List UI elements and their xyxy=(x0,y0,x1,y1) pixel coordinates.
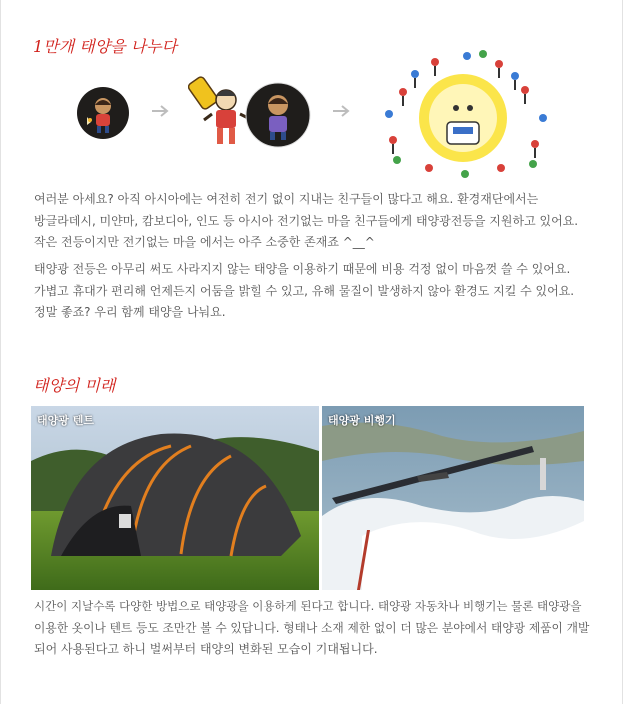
photo-label-plane: 태양광 비행기 xyxy=(328,414,396,427)
paragraph-line: 여러분 아세요? 아직 아시아에는 여전히 전기 없이 지내는 친구들이 많다고 해요. 환경재단에서는 xyxy=(34,192,539,206)
child-in-dark-icon xyxy=(76,86,130,140)
solar-tent-image xyxy=(31,406,319,590)
paragraph-line: 시간이 지날수록 다양한 방법으로 태양광을 이용하게 된다고 합니다. 태양광 자동차나 비행기는 물론 태양광을 xyxy=(34,599,582,613)
solar-lamp-paragraph xyxy=(34,259,592,324)
paragraph-line: 태양광 전등은 아무리 써도 사라지지 않는 태양을 이용하기 때문에 비용 걱정 없이 마음껏 쓸 수 있어요. xyxy=(34,262,571,276)
paragraph-line: 가볍고 휴대가 편리해 언제든지 어둠을 밝힐 수 있고, 유해 물질이 발생하지 않아 환경도 지킬 수 있어요. xyxy=(34,283,575,298)
illustration-strip xyxy=(0,70,625,180)
paragraph-line: 정말 좋죠? 우리 함께 태양을 나눠요. xyxy=(34,305,226,319)
future-paragraph xyxy=(34,596,592,661)
section-title-future-sun: 태양의 미래 xyxy=(33,376,116,395)
sun-with-children-icon xyxy=(375,48,555,180)
arrow-right-icon xyxy=(150,104,172,118)
solar-tent-photo xyxy=(31,406,319,590)
paragraph-line: 작은 전등이지만 전기없는 마을 에서는 아주 소중한 존재죠 ^__^ xyxy=(34,235,375,249)
solar-plane-image xyxy=(322,406,584,590)
paragraph-line: 방글라데시, 미얀마, 캄보디아, 인도 등 아시아 전기없는 마을 친구들에게 태양광전등을 지원하고 있어요. xyxy=(34,213,579,228)
paragraph-line: 이용한 옷이나 텐트 등도 조만간 볼 수 있답니다. 형태나 소재 제한 없이 더 많은 분야에서 태양광 제품이 개발 xyxy=(34,620,590,635)
section-title-share-sun: 1만개 태양을 나누다 xyxy=(33,37,177,56)
boy-with-flashlight-icon xyxy=(188,70,314,152)
arrow-right-icon xyxy=(331,104,353,118)
paragraph-line: 되어 사용된다고 하니 벌써부터 태양의 변화된 모습이 기대됩니다. xyxy=(34,642,378,656)
solar-plane-photo xyxy=(322,406,584,590)
photo-label-tent: 태양광 텐트 xyxy=(37,414,94,427)
intro-paragraph xyxy=(34,189,592,254)
